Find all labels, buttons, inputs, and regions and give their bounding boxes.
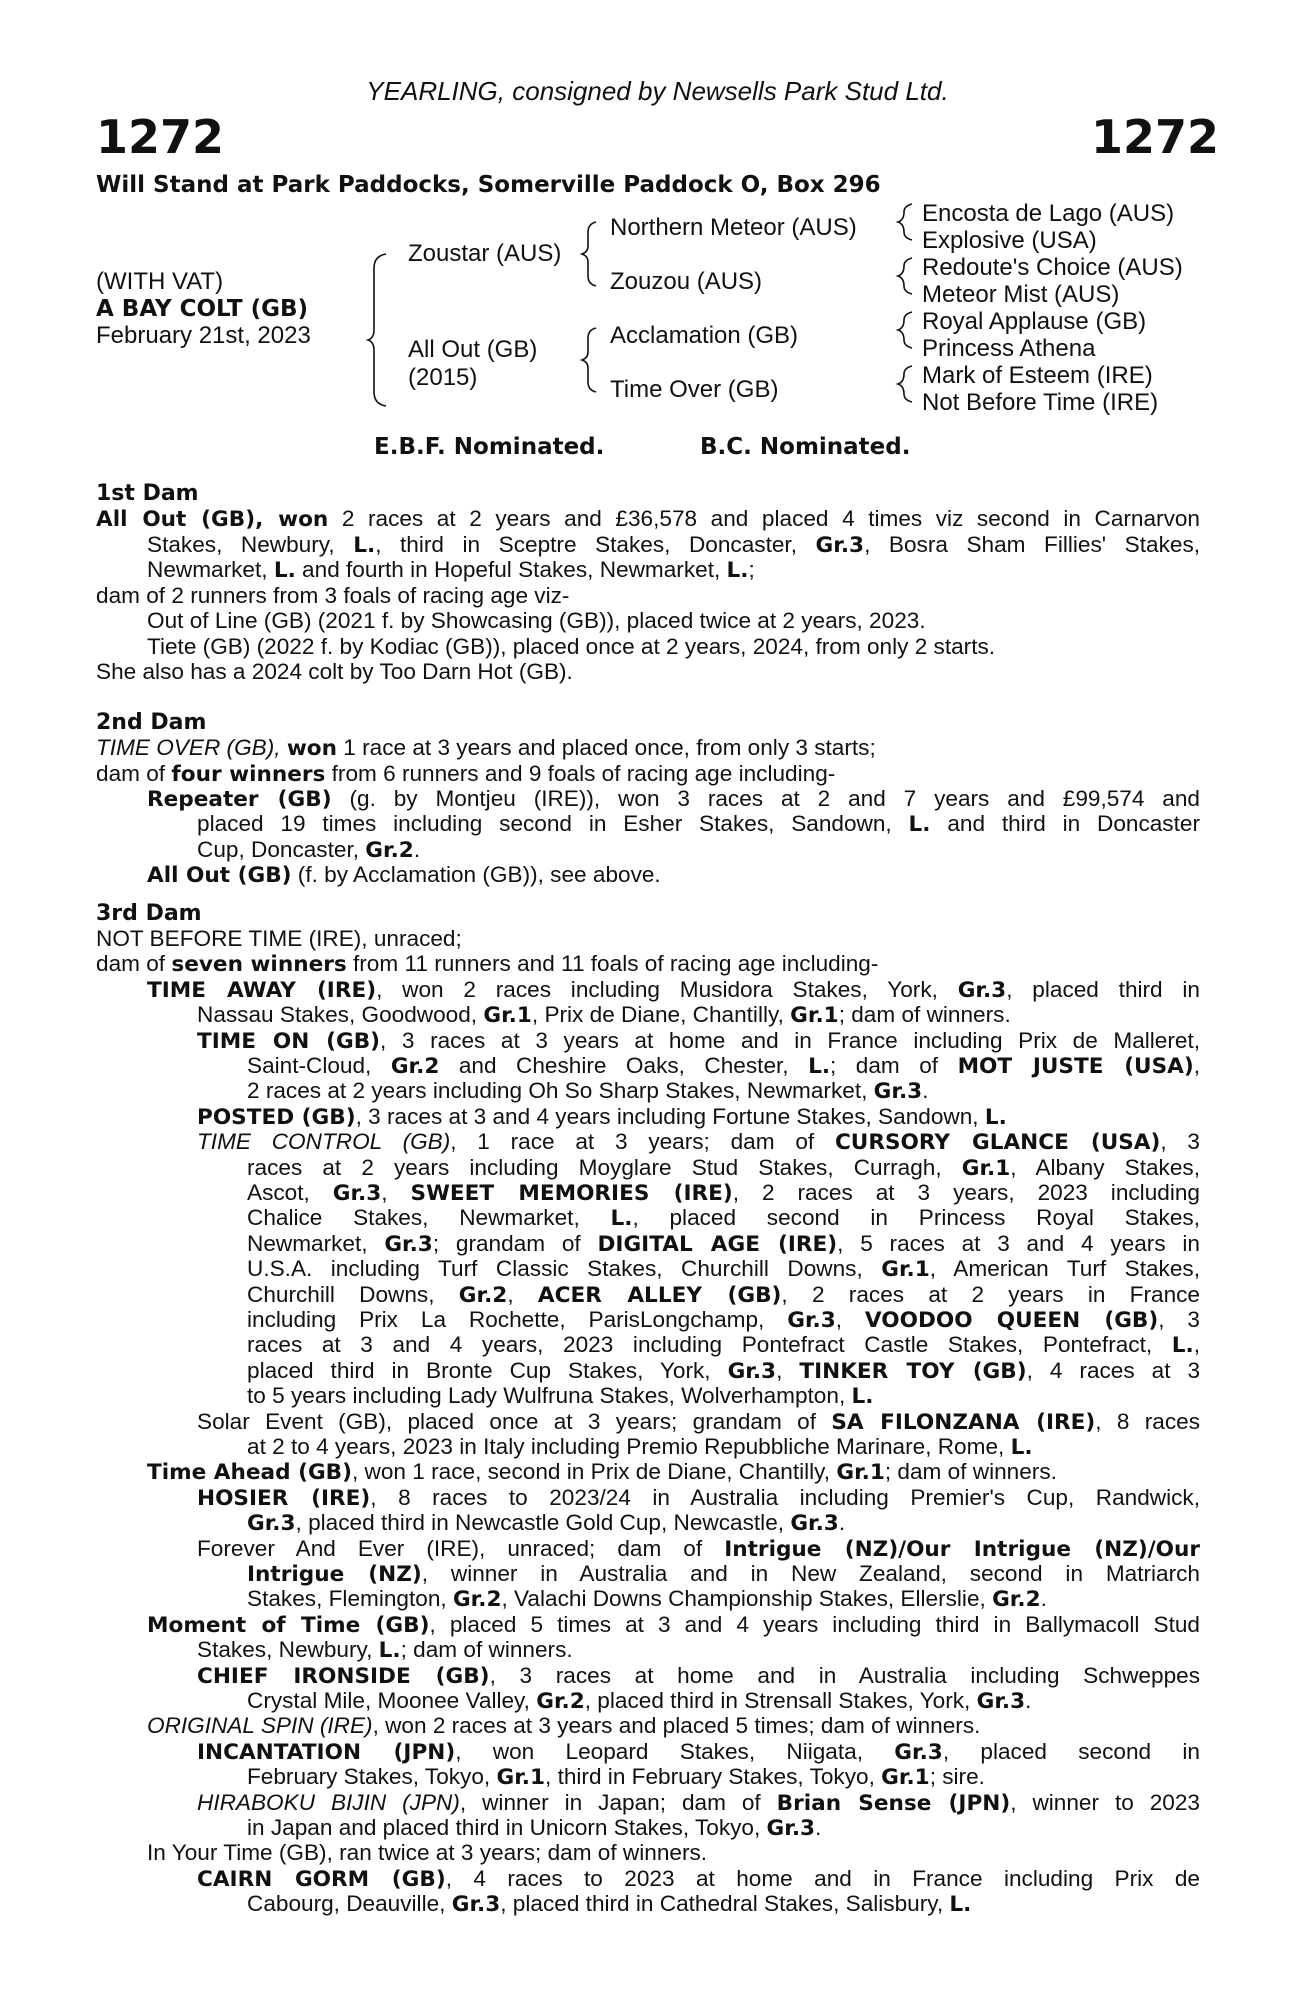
third-dam-line: Cabourg, Deauville, Gr.3, placed third in Cathedral Stakes, Salisbury, L. [247,1891,972,1918]
dam-sire: Acclamation (GB) [610,322,799,349]
third-dam-line: Chalice Stakes, Newmarket, L., placed second in Princess Royal Stakes, [247,1205,1200,1232]
gen1-bracket [368,254,386,406]
third-dam-line: Newmarket, Gr.3; grandam of DIGITAL AGE (IRE), 5 races at 3 and 4 years in [247,1230,1200,1257]
gen3-bracket-2 [898,258,912,294]
gen3-bracket-3 [898,312,912,348]
sire-sire: Northern Meteor (AUS) [610,214,857,241]
sire-dam-dam: Meteor Mist (AUS) [922,281,1120,308]
third-dam-line: Nassau Stakes, Goodwood, Gr.1, Prix de Diane, Chantilly, Gr.1; dam of winners. [197,1002,1011,1029]
third-dam-line: TIME AWAY (IRE), won 2 races including Musidora Stakes, York, Gr.3, placed third in [147,976,1200,1003]
dam-year: (2015) [408,364,478,391]
third-dam-line: CAIRN GORM (GB), 4 races to 2023 at home and in France including Prix de [197,1865,1200,1892]
gen3-bracket-4 [898,366,912,402]
third-dam-line: dam of seven winners from 11 runners and 11 foals of racing age including- [96,951,879,978]
dam-sire-sire: Royal Applause (GB) [922,308,1147,335]
dam-dam-sire: Mark of Esteem (IRE) [922,362,1153,389]
third-dam-line: ORIGINAL SPIN (IRE), won 2 races at 3 years and placed 5 times; dam of winners. [147,1713,981,1739]
gen2-sire-bracket [582,222,596,286]
third-dam-line: Stakes, Newbury, L.; dam of winners. [197,1637,573,1664]
first-dam-line-3: Newmarket, L. and fourth in Hopeful Stakes, Newmarket, L.; [147,557,755,583]
third-dam-line: at 2 to 4 years, 2023 in Italy including Premio Repubbliche Marinare, Rome, L. [247,1434,1033,1460]
foaling-date: February 21st, 2023 [96,322,311,349]
second-dam-line-5: Cup, Doncaster, Gr.2. [197,837,421,863]
dam-dam: Time Over (GB) [610,376,779,403]
third-dam-line: Stakes, Flemington, Gr.2, Valachi Downs Championship Stakes, Ellerslie, Gr.2. [247,1586,1047,1613]
third-dam-line: Gr.3, placed third in Newcastle Gold Cup, Newcastle, Gr.3. [247,1510,846,1537]
third-dam-line: In Your Time (GB), ran twice at 3 years; dam of winners. [147,1840,708,1866]
second-dam-heading: 2nd Dam [96,710,207,735]
vat-note: (WITH VAT) [96,268,224,295]
third-dam-line: placed third in Bronte Cup Stakes, York, Gr.3, TINKER TOY (GB), 4 races at 3 [247,1357,1201,1384]
second-dam-line-3: Repeater (GB) (g. by Montjeu (IRE)), won 3 races at 2 and 7 years and £99,574 and [147,786,1200,812]
gen3-bracket-1 [898,204,912,240]
third-dam-line: U.S.A. including Turf Classic Stakes, Churchill Downs, Gr.1, American Turf Stakes, [247,1256,1200,1283]
first-dam-line-6: Tiete (GB) (2022 f. by Kodiac (GB)), placed once at 2 years, 2024, from only 2 starts. [147,634,996,659]
consignment-line: YEARLING, consigned by Newsells Park Stud Ltd. [366,76,949,106]
third-dam-line: Solar Event (GB), placed once at 3 years; grandam of SA FILONZANA (IRE), 8 races [197,1408,1200,1435]
first-dam-line-2: Stakes, Newbury, L., third in Sceptre Stakes, Doncaster, Gr.3, Bosra Sham Fillies' Stakes, [147,532,1201,558]
third-dam-line: Churchill Downs, Gr.2, ACER ALLEY (GB), 2 races at 2 years in France [247,1281,1200,1308]
third-dam-line: races at 3 and 4 years, 2023 including Pontefract Castle Stakes, Pontefract, L., [247,1332,1200,1359]
third-dam-line: Moment of Time (GB), placed 5 times at 3 and 4 years including third in Ballymacoll Stud [147,1611,1200,1638]
second-dam-line-1: TIME OVER (GB), won 1 race at 3 years and placed once, from only 3 starts; [96,735,876,761]
first-dam-heading: 1st Dam [96,481,199,506]
third-dam-line: Saint-Cloud, Gr.2 and Cheshire Oaks, Chester, L.; dam of MOT JUSTE (USA), [247,1053,1201,1079]
second-dam-line-2: dam of four winners from 6 runners and 9 foals of racing age including- [96,761,836,787]
lot-number-right: 1272 [1090,110,1219,164]
third-dam-line: NOT BEFORE TIME (IRE), unraced; [96,926,462,951]
third-dam-line: Crystal Mile, Moonee Valley, Gr.2, placed third in Strensall Stakes, York, Gr.3. [247,1688,1032,1714]
third-dam-line: including Prix La Rochette, ParisLongchamp, Gr.3, VOODOO QUEEN (GB), 3 [247,1307,1200,1333]
sire-dam: Zouzou (AUS) [610,268,763,295]
gen2-dam-bracket [582,328,596,392]
dam: All Out (GB) [408,336,538,363]
dam-sire-dam: Princess Athena [922,335,1096,362]
third-dam-line: in Japan and placed third in Unicorn Stakes, Tokyo, Gr.3. [247,1815,822,1841]
first-dam-line-4: dam of 2 runners from 3 foals of racing age viz- [96,583,570,608]
third-dam-line: 2 races at 2 years including Oh So Sharp Stakes, Newmarket, Gr.3. [247,1078,929,1105]
stand-location: Will Stand at Park Paddocks, Somerville Paddock O, Box 296 [96,172,881,198]
dam-dam-dam: Not Before Time (IRE) [922,389,1159,416]
third-dam-line: February Stakes, Tokyo, Gr.1, third in February Stakes, Tokyo, Gr.1; sire. [247,1764,985,1791]
third-dam-line: Intrigue (NZ), winner in Australia and in New Zealand, second in Matriarch [247,1561,1200,1587]
third-dam-line: to 5 years including Lady Wulfruna Stakes, Wolverhampton, L. [247,1383,874,1410]
ebf-nomination: E.B.F. Nominated. [374,434,605,460]
bc-nomination: B.C. Nominated. [700,434,911,460]
second-dam-line-4: placed 19 times including second in Esher Stakes, Sandown, L. and third in Doncaster [197,811,1200,837]
first-dam-line-5: Out of Line (GB) (2021 f. by Showcasing (GB)), placed twice at 2 years, 2023. [147,608,926,633]
sire: Zoustar (AUS) [408,240,562,267]
third-dam-line: TIME CONTROL (GB), 1 race at 3 years; dam of CURSORY GLANCE (USA), 3 [197,1129,1201,1156]
third-dam-line: TIME ON (GB), 3 races at 3 years at home and in France including Prix de Malleret, [197,1027,1201,1054]
first-dam-line-1: All Out (GB), won 2 races at 2 years and £36,578 and placed 4 times viz second in Carnarvon [96,506,1200,532]
third-dam-line: Forever And Ever (IRE), unraced; dam of Intrigue (NZ)/Our Intrigue (NZ)/Our [197,1535,1200,1562]
sire-sire-sire: Encosta de Lago (AUS) [922,200,1175,227]
sire-sire-dam: Explosive (USA) [922,227,1097,254]
third-dam-line: HIRABOKU BIJIN (JPN), winner in Japan; dam of Brian Sense (JPN), winner to 2023 [197,1789,1201,1816]
third-dam-line: POSTED (GB), 3 races at 3 and 4 years including Fortune Stakes, Sandown, L. [197,1103,1007,1130]
third-dam-line: Time Ahead (GB), won 1 race, second in Prix de Diane, Chantilly, Gr.1; dam of winners. [147,1459,1057,1486]
lot-number-left: 1272 [96,110,225,164]
third-dam-line: races at 2 years including Moyglare Stud Stakes, Curragh, Gr.1, Albany Stakes, [247,1154,1200,1181]
dam-name: All Out (GB), won [96,507,329,532]
third-dam-line: Ascot, Gr.3, SWEET MEMORIES (IRE), 2 races at 3 years, 2023 including [247,1180,1200,1206]
third-dam-line: CHIEF IRONSIDE (GB), 3 races at home and in Australia including Schweppes [197,1662,1200,1689]
second-dam-line-6: All Out (GB) (f. by Acclamation (GB)), see above. [147,862,661,888]
sire-dam-sire: Redoute's Choice (AUS) [922,254,1183,281]
third-dam-heading: 3rd Dam [96,901,202,926]
horse-name: A BAY COLT (GB) [96,296,309,322]
first-dam-line-7: She also has a 2024 colt by Too Darn Hot (GB). [96,659,573,684]
third-dam-line: HOSIER (IRE), 8 races to 2023/24 in Australia including Premier's Cup, Randwick, [197,1484,1201,1511]
third-dam-line: INCANTATION (JPN), won Leopard Stakes, Niigata, Gr.3, placed second in [197,1738,1200,1765]
